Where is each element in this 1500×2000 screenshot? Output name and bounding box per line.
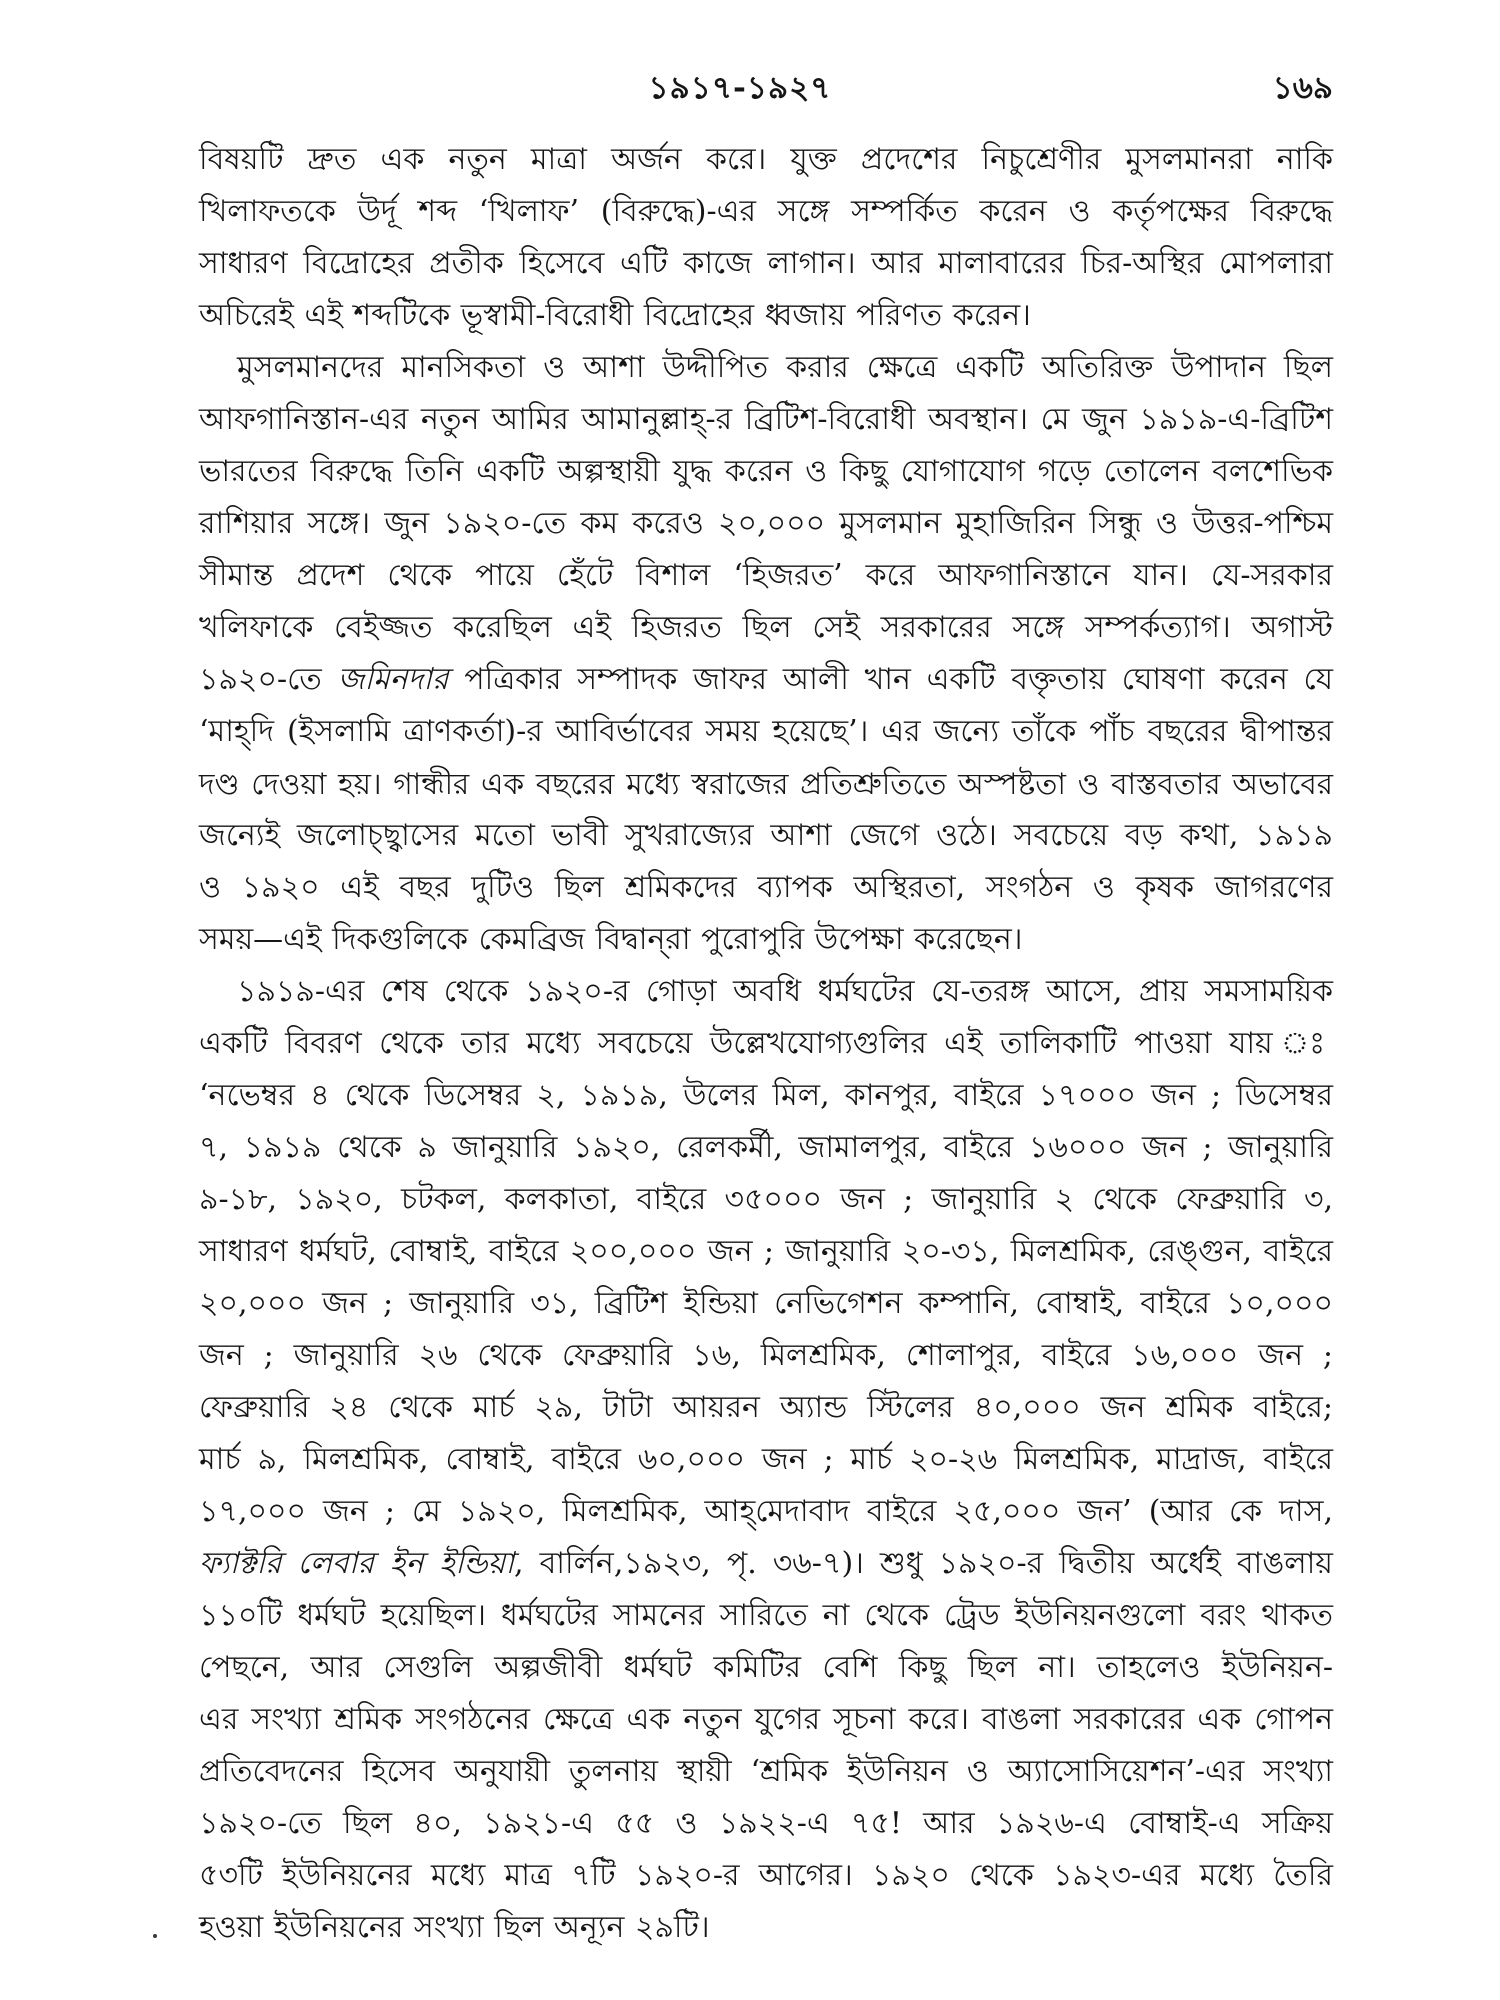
- text-line: ও ১৯২০ এই বছর দুটিও ছিল শ্রমিকদের ব্যাপক অস্থিরতা, সংগঠন ও কৃষক জাগরণের: [199, 870, 1333, 905]
- text-segment: , বার্লিন,১৯২৩, পৃ. ৩৬-৭)। শুধু ১৯২০-র দ্বিতীয় অর্ধেই বাঙলায়: [514, 1546, 1333, 1581]
- text-line: রাশিয়ার সঙ্গে। জুন ১৯২০-তে কম করেও ২০,০০০ মুসলমান মুহাজিরিন সিন্ধু ও উত্তর-পশ্চিম: [199, 506, 1333, 541]
- text-line: ১৯১৯-এর শেষ থেকে ১৯২০-র গোড়া অবধি ধর্মঘটের যে-তরঙ্গ আসে, প্রায় সমসাময়িক: [237, 974, 1333, 1009]
- paragraph: [199, 966, 1333, 1954]
- text-line: [199, 654, 1333, 706]
- text-line: [199, 1538, 1333, 1590]
- page-number: ১৬৯: [1272, 70, 1333, 106]
- text-line: ফেব্রুয়ারি ২৪ থেকে মার্চ ২৯, টাটা আয়রন অ্যান্ড স্টিলের ৪০,০০০ জন শ্রমিক বাইরে;: [199, 1390, 1333, 1425]
- text-line: হওয়া ইউনিয়নের সংখ্যা ছিল অন্যূন ২৯টি।: [199, 1910, 710, 1945]
- scan-speck: [153, 1934, 157, 1938]
- italic-book-title: ফ্যাক্টরি লেবার ইন ইন্ডিয়া: [199, 1546, 515, 1581]
- body-text: [199, 134, 1333, 1954]
- text-line: অচিরেই এই শব্দটিকে ভূস্বামী-বিরোধী বিদ্রোহের ধ্বজায় পরিণত করেন।: [199, 298, 1031, 333]
- italic-newspaper-title: জমিনদার: [337, 662, 449, 697]
- text-line: পেছনে, আর সেগুলি অল্পজীবী ধর্মঘট কমিটির বেশি কিছু ছিল না। তাহলেও ইউনিয়ন-: [199, 1650, 1333, 1685]
- text-line: আফগানিস্তান-এর নতুন আমির আমানুল্লাহ্-র ব্রিটিশ-বিরোধী অবস্থান। মে জুন ১৯১৯-এ-ব্রিটিশ: [199, 402, 1333, 437]
- text-line: ৯-১৮, ১৯২০, চটকল, কলকাতা, বাইরে ৩৫০০০ জন ; জানুয়ারি ২ থেকে ফেব্রুয়ারি ৩,: [199, 1182, 1333, 1217]
- text-line: প্রতিবেদনের হিসেব অনুযায়ী তুলনায় স্থায়ী ‘শ্রমিক ইউনিয়ন ও অ্যাসোসিয়েশন’-এর সংখ্যা: [199, 1754, 1333, 1789]
- text-line: ৭, ১৯১৯ থেকে ৯ জানুয়ারি ১৯২০, রেলকর্মী, জামালপুর, বাইরে ১৬০০০ জন ; জানুয়ারি: [199, 1130, 1333, 1165]
- text-line: জন্যেই জলোচ্ছ্বাসের মতো ভাবী সুখরাজ্যের আশা জেগে ওঠে। সবচেয়ে বড় কথা, ১৯১৯: [199, 818, 1333, 853]
- text-line: এর সংখ্যা শ্রমিক সংগঠনের ক্ষেত্রে এক নতুন যুগের সূচনা করে। বাঙলা সরকারের এক গোপন: [199, 1702, 1333, 1737]
- text-segment: ১৯২০-তে: [199, 662, 338, 697]
- text-line: ৫৩টি ইউনিয়নের মধ্যে মাত্র ৭টি ১৯২০-র আগের। ১৯২০ থেকে ১৯২৩-এর মধ্যে তৈরি: [199, 1858, 1333, 1893]
- text-line: খিলাফতকে উর্দূ শব্দ ‘খিলাফ’ (বিরুদ্ধে)-এর সঙ্গে সম্পর্কিত করেন ও কর্তৃপক্ষের বিরুদ্ধে: [199, 194, 1333, 229]
- text-line: একটি বিবরণ থেকে তার মধ্যে সবচেয়ে উল্লেখযোগ্যগুলির এই তালিকাটি পাওয়া যায় ঃ: [199, 1026, 1333, 1061]
- text-line: ২০,০০০ জন ; জানুয়ারি ৩১, ব্রিটিশ ইন্ডিয়া নেভিগেশন কম্পানি, বোম্বাই, বাইরে ১০,০০০: [199, 1286, 1333, 1321]
- text-line: সীমান্ত প্রদেশ থেকে পায়ে হেঁটে বিশাল ‘হিজরত’ করে আফগানিস্তানে যান। যে-সরকার: [199, 558, 1333, 593]
- text-line: খলিফাকে বেইজ্জত করেছিল এই হিজরত ছিল সেই সরকারের সঙ্গে সম্পর্কত্যাগ। অগাস্ট: [199, 610, 1333, 645]
- text-line: সাধারণ বিদ্রোহের প্রতীক হিসেবে এটি কাজে লাগান। আর মালাবারের চির-অস্থির মোপলারা: [199, 246, 1333, 281]
- text-line: সাধারণ ধর্মঘট, বোম্বাই, বাইরে ২০০,০০০ জন ; জানুয়ারি ২০-৩১, মিলশ্রমিক, রেঙ্গুন, বাইরে: [199, 1234, 1333, 1269]
- text-segment: পত্রিকার সম্পাদক জাফর আলী খান একটি বক্তৃতায় ঘোষণা করেন যে: [448, 662, 1333, 697]
- paragraph: [199, 342, 1333, 966]
- text-line: সময়—এই দিকগুলিকে কেমব্রিজ বিদ্বান্‌রা পুরোপুরি উপেক্ষা করেছেন।: [199, 922, 1023, 957]
- text-line: ‘নভেম্বর ৪ থেকে ডিসেম্বর ২, ১৯১৯, উলের মিল, কানপুর, বাইরে ১৭০০০ জন ; ডিসেম্বর: [199, 1078, 1333, 1113]
- text-line: ‘মাহ্‌দি (ইসলামি ত্রাণকর্তা)-র আবির্ভাবের সময় হয়েছে’। এর জন্যে তাঁকে পাঁচ বছরের দ্বীপান্তর: [199, 714, 1333, 749]
- text-line: দণ্ড দেওয়া হয়। গান্ধীর এক বছরের মধ্যে স্বরাজের প্রতিশ্রুতিতে অস্পষ্টতা ও বাস্তবতার অভাবের: [199, 767, 1333, 801]
- running-header: [199, 62, 1333, 114]
- text-line: মুসলমানদের মানসিকতা ও আশা উদ্দীপিত করার ক্ষেত্রে একটি অতিরিক্ত উপাদান ছিল: [237, 350, 1333, 385]
- text-line: ১৯২০-তে ছিল ৪০, ১৯২১-এ ৫৫ ও ১৯২২-এ ৭৫! আর ১৯২৬-এ বোম্বাই-এ সক্রিয়: [199, 1806, 1333, 1841]
- text-line: ১১০টি ধর্মঘট হয়েছিল। ধর্মঘটের সামনের সারিতে না থেকে ট্রেড ইউনিয়নগুলো বরং থাকত: [199, 1598, 1333, 1633]
- text-line: বিষয়টি দ্রুত এক নতুন মাত্রা অর্জন করে। যুক্ত প্রদেশের নিচুশ্রেণীর মুসলমানরা নাকি: [199, 142, 1333, 177]
- running-title: ১৯১৭-১৯২৭: [648, 70, 832, 106]
- text-line: ভারতের বিরুদ্ধে তিনি একটি অল্পস্থায়ী যুদ্ধ করেন ও কিছু যোগাযোগ গড়ে তোলেন বলশেভিক: [199, 454, 1333, 489]
- text-line: জন ; জানুয়ারি ২৬ থেকে ফেব্রুয়ারি ১৬, মিলশ্রমিক, শোলাপুর, বাইরে ১৬,০০০ জন ;: [199, 1338, 1333, 1373]
- text-line: মার্চ ৯, মিলশ্রমিক, বোম্বাই, বাইরে ৬০,০০০ জন ; মার্চ ২০-২৬ মিলশ্রমিক, মাদ্রাজ, বাইরে: [199, 1442, 1333, 1477]
- text-line: ১৭,০০০ জন ; মে ১৯২০, মিলশ্রমিক, আহ্‌মেদাবাদ বাইরে ২৫,০০০ জন’ (আর কে দাস,: [199, 1494, 1333, 1529]
- paragraph: [199, 134, 1333, 342]
